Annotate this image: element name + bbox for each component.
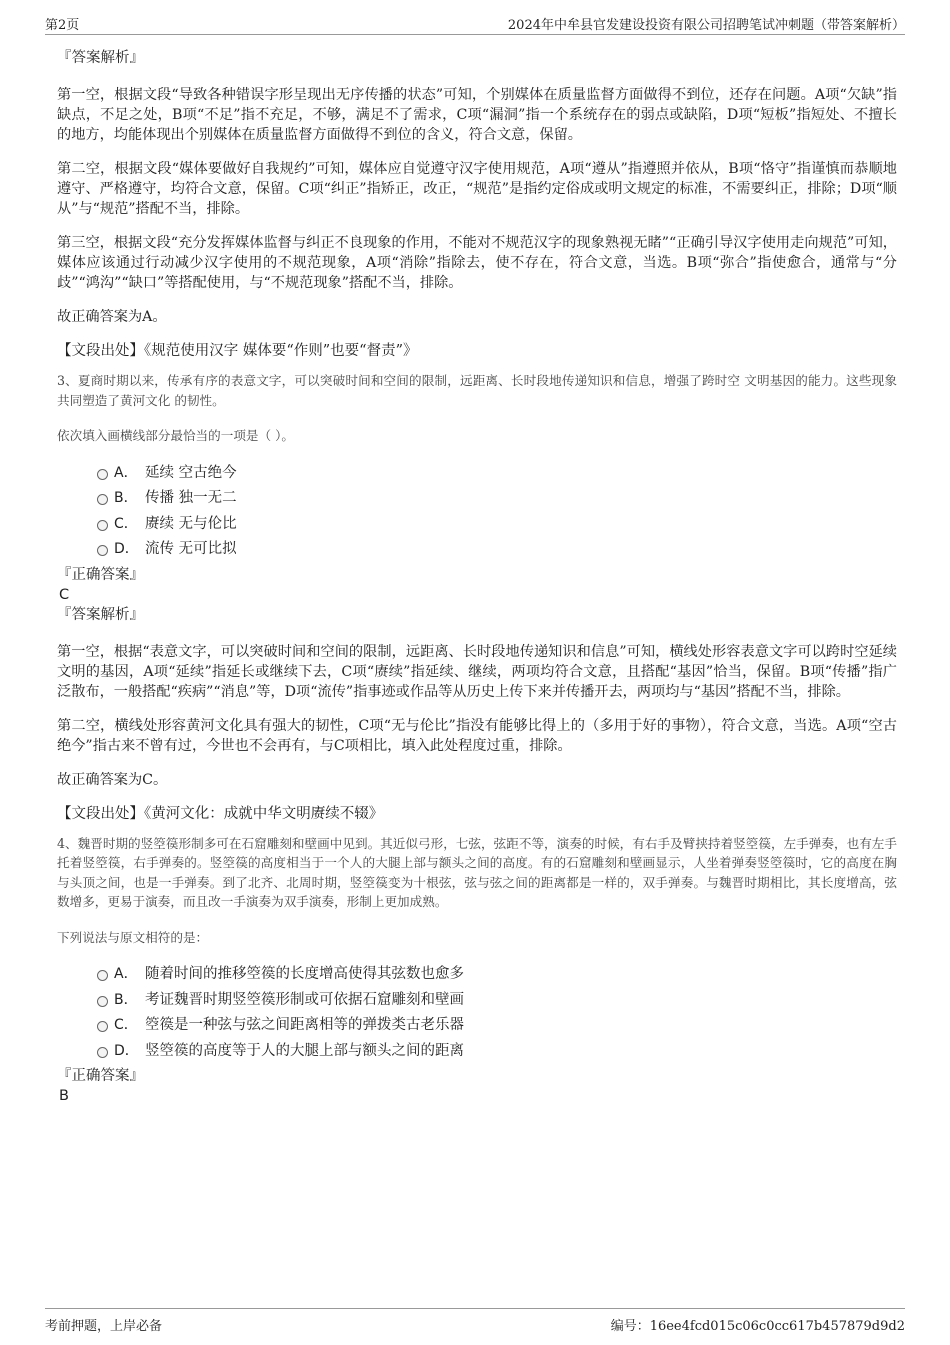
radio-button[interactable] — [97, 494, 108, 505]
question-4 — [57, 834, 897, 1107]
radio-button[interactable] — [97, 469, 108, 480]
option-c[interactable]: C． 赓续 无与伦比 — [57, 512, 897, 538]
document-title: 2024年中牟县官发建设投资有限公司招聘笔试冲刺题（带答案解析） — [507, 18, 905, 33]
correct-answer-statement: 故正确答案为A。 — [57, 309, 167, 325]
correct-answer-statement: 故正确答案为C。 — [57, 771, 168, 788]
analysis-heading: 『答案解析』 — [57, 50, 144, 66]
page-header — [45, 12, 905, 35]
page-content — [57, 44, 897, 1106]
analysis-paragraph: 第二空，根据文段“媒体要做好自我规约”可知，媒体应自觉遵守汉字使用规范，A项“遵从”指遵照并依从，B项“恪守”指谨慎而恭顺地遵守、严格遵守，均符合文意，保留。C项“纠正”指矫正，改正，“规范”是指约定俗成或明文规定的标准，不需要纠正，排除；D项“顺从”与“规范”搭配不当，排除。 — [57, 161, 897, 217]
passage-source: 【文段出处】《规范使用汉字 媒体要“作则”也要“督责”》 — [57, 343, 418, 359]
option-b[interactable]: B． 考证魏晋时期竖箜篌形制或可依据石窟雕刻和壁画 — [57, 988, 897, 1014]
radio-button[interactable] — [97, 996, 108, 1007]
option-c[interactable]: C． 箜篌是一种弦与弦之间距离相等的弹拨类古老乐器 — [57, 1013, 897, 1039]
option-a[interactable]: A． 延续 空古绝今 — [57, 461, 897, 487]
question-stem: 3、夏商时期以来，传承有序的表意文字，可以突破时间和空间的限制，远距离、长时段地传递知识和信息，增强了跨时空 文明基因的能力。这些现象共同塑造了黄河文化 的韧性。 — [57, 373, 897, 408]
question-prompt: 下列说法与原文相符的是： — [57, 929, 209, 945]
radio-button[interactable] — [97, 970, 108, 981]
question-stem: 4、魏晋时期的竖箜篌形制多可在石窟雕刻和壁画中见到。其近似弓形，七弦，弦距不等，演奏的时候，有右手及臂挟持着竖箜篌，左手弹奏，也有左手托着竖箜篌，右手弹奏的。竖箜篌的高度相当于一个人的大腿上部与额头之间的高度。有的石窟雕刻和壁画显示，人坐着弹奏竖箜篌时，它的高度在胸与头顶之间，也是一手弹奏。到了北齐、北周时期，竖箜篌变为十根弦，弦与弦之间的距离都是一样的，双手弹奏。与魏晋时期相比，其长度增高，弦数增多，更易于演奏，而且改一手演奏为双手演奏，形制上更加成熟。 — [57, 835, 897, 909]
answer-heading: 『正确答案』 — [57, 1068, 144, 1084]
q2-analysis — [57, 48, 897, 361]
option-d[interactable]: D． 竖箜篌的高度等于人的大腿上部与额头之间的距离 — [57, 1039, 897, 1065]
radio-button[interactable] — [97, 1021, 108, 1032]
question-prompt: 依次填入画横线部分最恰当的一项是（ ）。 — [57, 428, 294, 443]
answer-heading: 『正确答案』 — [57, 566, 144, 583]
option-a[interactable]: A． 随着时间的推移箜篌的长度增高使得其弦数也愈多 — [57, 962, 897, 988]
option-list — [57, 461, 897, 563]
radio-button[interactable] — [97, 545, 108, 556]
answer-letter: C — [59, 586, 70, 603]
radio-button[interactable] — [97, 1047, 108, 1058]
analysis-paragraph: 第二空，横线处形容黄河文化具有强大的韧性，C项“无与伦比”指没有能够比得上的（多用于好的事物），符合文意，当选。A项“空古绝今”指古来不曾有过，今世也不会再有，与C项相比，填入此处程度过重，排除。 — [57, 717, 897, 754]
analysis-paragraph: 第一空，根据“表意文字，可以突破时间和空间的限制，远距离、长时段地传递知识和信息”可知，横线处形容表意文字可以跨时空延续文明的基因，A项“延续”指延长或继续下去，C项“赓续”指延续、继续，两项均符合文意，且搭配“基因”恰当，保留。B项“传播”指广泛散布，一般搭配“疾病”“消息”等，D项“流传”指事迹或作品等从历史上传下来并传播开去，两项均与“基因”搭配不当，排除。 — [57, 643, 897, 700]
footer-slogan: 考前押题，上岸必备 — [45, 1319, 163, 1334]
radio-button[interactable] — [97, 520, 108, 531]
page-number: 第2页 — [45, 18, 80, 33]
passage-source: 【文段出处】《黄河文化：成就中华文明赓续不辍》 — [57, 805, 384, 822]
option-b[interactable]: B． 传播 独一无二 — [57, 486, 897, 512]
page-footer — [45, 1308, 905, 1334]
question-3 — [57, 371, 897, 824]
answer-letter: B — [59, 1088, 69, 1104]
analysis-paragraph: 第三空，根据文段“充分发挥媒体监督与纠正不良现象的作用，不能对不规范汉字的现象熟视无睹”“正确引导汉字使用走向规范”可知，媒体应该通过行动减少汉字使用的不规范现象，A项“消除”指除去，使不存在，符合文意，当选。B项“弥合”指使愈合，通常与“分歧”“鸿沟”“缺口”等搭配使用，与“不规范现象”搭配不当，排除。 — [57, 235, 897, 291]
document-id: 编号：16ee4fcd015c06c0cc617b457879d9d2 — [610, 1319, 905, 1334]
option-list — [57, 962, 897, 1064]
analysis-heading: 『答案解析』 — [57, 606, 144, 623]
option-d[interactable]: D． 流传 无可比拟 — [57, 537, 897, 563]
analysis-paragraph: 第一空，根据文段“导致各种错误字形呈现出无序传播的状态”可知，个别媒体在质量监督方面做得不到位，还存在问题。A项“欠缺”指缺点，不足之处，B项“不足”指不充足，不够，满足不了需求，C项“漏洞”指一个系统存在的弱点或缺陷，D项“短板”指短处、不擅长的地方，均能体现出个别媒体在质量监督方面做得不到位的含义，符合文意，保留。 — [57, 87, 897, 143]
